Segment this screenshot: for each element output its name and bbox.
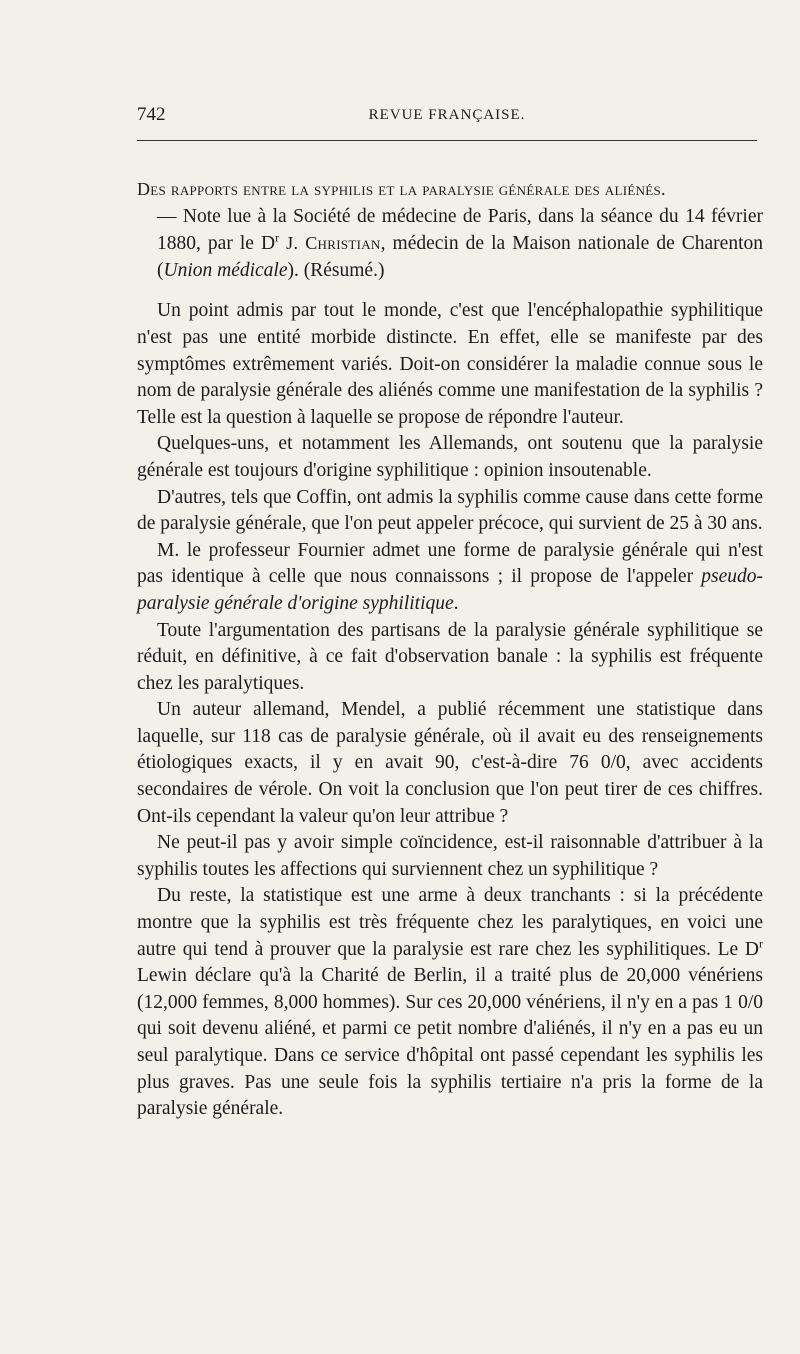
article-body	[137, 176, 763, 1123]
paragraph-3: D'autres, tels que Coffin, ont admis la syphilis comme cause dans cette forme de paralysie générale, que l'on peut appeler précoce, qui survient de 25 à 30 ans.	[137, 486, 763, 535]
paragraph-7: Ne peut-il pas y avoir simple coïncidence, est-il raisonnable d'attribuer à la syphilis toutes les affections qui surviennent chez un syphilitique ?	[137, 832, 763, 880]
note-prefix: — Note lue à la Société de médecine de Paris, dans la séance du 14 février 1880, par le D	[157, 205, 763, 255]
paragraph-8-end: Lewin déclare qu'à la Charité de Berlin, il a traité plus de 20,000 vénériens (12,000 femmes, 8,000 hommes). Sur ces 20,000 vénériens, il n'y en a pas 1 0/0 qui soit devenu aliéné, et parmi ce petit nombre d'aliénés, il n'y en a pas eu un seul paralytique. Dans ce service d'hôpital ont passé cependant les syphilis les plus graves. Pas une seule fois la syphilis tertiaire n'a pris la forme de la paralysie générale.	[137, 965, 763, 1120]
paragraph-4-start: M. le professeur Fournier admet une forme de paralysie générale qui n'est pas identique à celle que nous connaissons ; il propose de l'appeler	[137, 539, 763, 588]
paragraph-8	[137, 883, 763, 1122]
paragraph-8-start: Du reste, la statistique est une arme à deux tranchants : si la précédente montre que la syphilis est très fréquente chez les paralytiques, en voici une autre qui tend à prouver que la paralysie est rare chez les syphilitiques. Le D	[137, 885, 763, 960]
paragraph-2: Quelques-uns, et notamment les Allemands, ont soutenu que la paralysie générale est toujours d'origine syphilitique : opinion insoutenable.	[137, 433, 763, 481]
header-rule	[137, 140, 757, 141]
note-middle: , médecin de la Maison nationale de Charenton (	[157, 233, 764, 281]
page-number: 742	[137, 104, 166, 125]
paragraph-6: Un auteur allemand, Mendel, a publié récemment une statistique dans laquelle, sur 118 cas de paralysie générale, où il avait eu des renseignements étiologiques exacts, il y en avait 90, c'est-à-dire 76 0/0, avec accidents secondaires de vérole. On voit la conclusion que l'on peut tirer de ces chiffres. Ont-ils cependant la valeur qu'on leur attribue ?	[137, 699, 763, 827]
paragraph-4-italic: pseudo-paralysie générale d'origine syphilitique	[137, 566, 763, 614]
page-header	[137, 104, 757, 132]
paragraph-8-sup: r	[759, 936, 763, 951]
article-heading	[137, 176, 763, 284]
note-sup: r	[275, 230, 280, 245]
paragraph-4-end: .	[453, 592, 459, 614]
article-note	[137, 204, 763, 285]
paragraph-5: Toute l'argumentation des partisans de la paralysie générale syphilitique se réduit, en définitive, à ce fait d'observation banale : la syphilis est fréquente chez les paralytiques.	[137, 619, 763, 694]
paragraph-1: Un point admis par tout le monde, c'est que l'encéphalopathie syphilitique n'est pas une entité morbide distincte. En effet, elle se manifeste par des symptômes extrêmement variés. Doit-on considérer la maladie connue sous le nom de paralysie générale des aliénés comme une manifestation de la syphilis ? Telle est la question à laquelle se propose de répondre l'auteur.	[137, 300, 763, 428]
author-name: J. Christian	[286, 233, 381, 254]
paragraph-4	[137, 538, 763, 618]
source-journal: Union médicale	[163, 259, 288, 281]
article-title: Des rapports entre la syphilis et la paralysie générale des aliénés.	[137, 179, 666, 199]
running-title: REVUE FRANÇAISE.	[368, 107, 526, 123]
note-suffix: ). (Résumé.)	[287, 259, 385, 281]
